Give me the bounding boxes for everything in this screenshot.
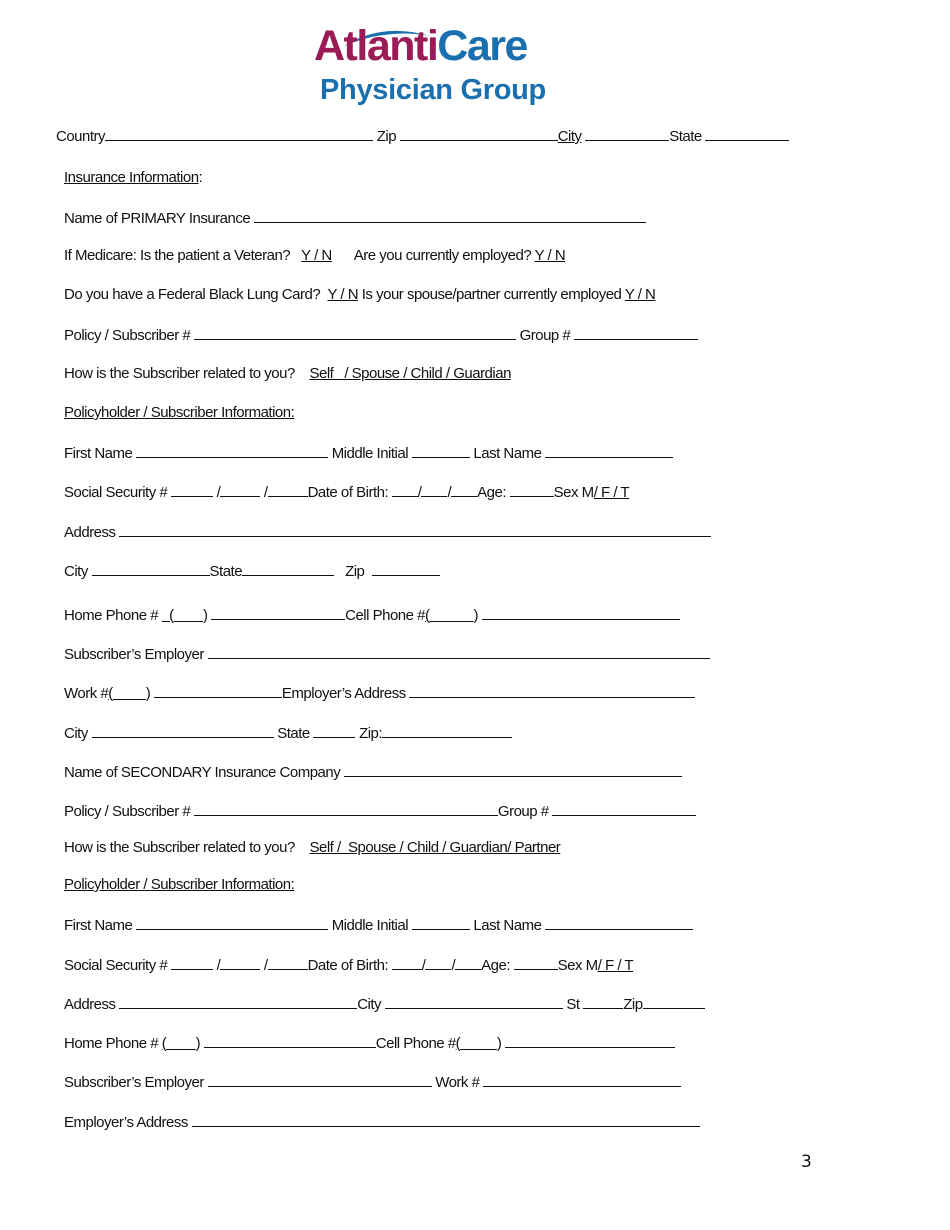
work-label: Work # xyxy=(64,685,109,702)
relation-row xyxy=(64,364,511,384)
employer-zip-field[interactable] xyxy=(382,722,512,738)
relation-options[interactable]: Self / Spouse / Child / Guardian xyxy=(309,365,511,382)
employer-address-field[interactable] xyxy=(409,682,695,698)
work-field[interactable] xyxy=(483,1071,681,1087)
relation-options[interactable]: Self / Spouse / Child / Guardian/ Partner xyxy=(309,839,561,856)
first-name-field[interactable] xyxy=(136,442,328,458)
cell-phone-label: Cell Phone # xyxy=(345,607,426,624)
last-name-field[interactable] xyxy=(545,914,693,930)
ssn-label: Social Security # xyxy=(64,484,168,501)
secondary-policy-row xyxy=(64,800,696,820)
employer-label: Subscriber’s Employer xyxy=(64,1074,204,1091)
secondary-policy-field[interactable] xyxy=(194,800,498,816)
ssn-part1-field[interactable] xyxy=(171,481,213,497)
address-label: Address xyxy=(64,996,116,1013)
employer-address-field[interactable] xyxy=(192,1111,700,1127)
state-field[interactable] xyxy=(705,125,789,141)
cell-phone-area-open xyxy=(456,1035,497,1052)
st-label: St xyxy=(566,996,580,1013)
address-line xyxy=(56,125,789,145)
employer-address-label: Employer’s Address xyxy=(281,685,406,702)
paren-close: ) xyxy=(496,1035,502,1052)
ssn-part2-field[interactable] xyxy=(220,481,260,497)
sex-options[interactable]: / F / T xyxy=(593,484,630,501)
dob-day-field[interactable] xyxy=(425,954,451,970)
work-label: Work # xyxy=(435,1074,480,1091)
first-name-label: First Name xyxy=(64,917,133,934)
work-area-open xyxy=(108,685,146,702)
last-name-field[interactable] xyxy=(545,442,673,458)
dob-slash: / xyxy=(417,484,422,501)
city-label: City xyxy=(357,996,382,1013)
address-field[interactable] xyxy=(119,993,357,1009)
age-label: Age: xyxy=(477,484,506,501)
insurance-heading-row xyxy=(64,168,202,188)
state-label: State xyxy=(209,563,243,580)
secondary-insurance-row xyxy=(64,761,682,781)
employer-label: Subscriber’s Employer xyxy=(64,646,204,663)
zip-label: Zip: xyxy=(359,725,383,742)
secondary-employer-row xyxy=(64,1071,681,1091)
city-field[interactable] xyxy=(92,560,210,576)
primary-address-row xyxy=(64,521,711,541)
zip-label: Zip xyxy=(376,128,397,145)
age-field[interactable] xyxy=(510,481,554,497)
secondary-phone-row xyxy=(64,1032,675,1052)
primary-employer-row xyxy=(64,643,710,663)
middle-initial-label: Middle Initial xyxy=(331,917,409,934)
employer-state-field[interactable] xyxy=(313,722,355,738)
paren-close: ) xyxy=(145,685,151,702)
atlanticare-logo xyxy=(314,22,594,112)
relation-question: How is the Subscriber related to you? xyxy=(64,839,295,856)
cell-phone-area-open xyxy=(425,607,474,624)
work-field[interactable] xyxy=(154,682,282,698)
address-label: Address xyxy=(64,524,116,541)
country-field[interactable] xyxy=(105,125,373,141)
secondary-insurance-label: Name of SECONDARY Insurance Company xyxy=(64,764,341,781)
age-field[interactable] xyxy=(514,954,558,970)
home-phone-label: Home Phone # xyxy=(64,607,159,624)
state-label: State xyxy=(277,725,310,742)
home-phone-area-open xyxy=(162,607,203,624)
page-number: 3 xyxy=(801,1152,812,1172)
city-field[interactable] xyxy=(585,125,669,141)
address-field[interactable] xyxy=(119,521,711,537)
city-label: City xyxy=(64,725,88,742)
city-field[interactable] xyxy=(385,993,563,1009)
primary-ssn-row xyxy=(64,481,629,501)
dob-month-field[interactable] xyxy=(392,481,418,497)
primary-city-row xyxy=(64,560,440,580)
black-lung-row xyxy=(64,285,655,305)
paren-close: ) xyxy=(473,607,479,624)
primary-employer-city-row xyxy=(64,722,512,742)
cell-phone-field[interactable] xyxy=(482,604,680,620)
primary-holder-heading-row xyxy=(64,403,294,423)
policy-label: Policy / Subscriber # xyxy=(64,327,191,344)
secondary-group-field[interactable] xyxy=(552,800,696,816)
home-phone-area-open xyxy=(162,1035,196,1052)
city-label: City xyxy=(557,128,582,145)
employer-field[interactable] xyxy=(208,643,710,659)
dob-day-field[interactable] xyxy=(421,481,447,497)
employer-field[interactable] xyxy=(208,1071,432,1087)
group-field[interactable] xyxy=(574,324,698,340)
paren-open: ( xyxy=(455,1035,461,1052)
primary-work-row xyxy=(64,682,695,702)
logo-subtitle: Physician Group xyxy=(320,74,546,106)
group-label: Group # xyxy=(519,327,571,344)
zip-field[interactable] xyxy=(372,560,440,576)
medicare-row xyxy=(64,246,565,266)
secondary-address-row xyxy=(64,993,705,1013)
city-label: City xyxy=(64,563,88,580)
primary-insurance-label: Name of PRIMARY Insurance xyxy=(64,210,251,227)
secondary-name-row xyxy=(64,914,693,934)
secondary-employer-address-row xyxy=(64,1111,700,1131)
logo-brand-part2: Care xyxy=(437,22,527,70)
employer-address-label: Employer’s Address xyxy=(64,1114,188,1131)
last-name-label: Last Name xyxy=(473,917,542,934)
policy-field[interactable] xyxy=(194,324,516,340)
middle-initial-field[interactable] xyxy=(412,914,470,930)
zip-label: Zip xyxy=(623,996,643,1013)
policy-row xyxy=(64,324,698,344)
paren-close: ) xyxy=(202,607,208,624)
veteran-options[interactable]: Y / N xyxy=(301,247,332,264)
state-field[interactable] xyxy=(242,560,334,576)
ssn-slash: / xyxy=(216,957,221,974)
paren-close: ) xyxy=(195,1035,201,1052)
zip-field[interactable] xyxy=(643,993,705,1009)
sex-label: Sex M xyxy=(553,484,594,501)
insurance-heading: Insurance Information xyxy=(64,169,199,186)
secondary-relation-row xyxy=(64,838,560,858)
primary-insurance-field[interactable] xyxy=(254,207,646,223)
medicare-veteran-question: If Medicare: Is the patient a Veteran? xyxy=(64,247,291,264)
primary-insurance-row xyxy=(64,207,646,227)
secondary-ssn-row xyxy=(64,954,633,974)
dob-label: Date of Birth: xyxy=(307,957,389,974)
ssn-slash: / xyxy=(263,957,268,974)
dob-year-field[interactable] xyxy=(451,481,477,497)
middle-initial-field[interactable] xyxy=(412,442,470,458)
employed-question: Are you currently employed? xyxy=(353,247,532,264)
primary-holder-heading: Policyholder / Subscriber Information: xyxy=(64,404,295,421)
zip-label: Zip xyxy=(345,563,365,580)
primary-phone-row xyxy=(64,604,680,624)
relation-question: How is the Subscriber related to you? xyxy=(64,365,295,382)
spouse-employed-options[interactable]: Y / N xyxy=(624,286,656,303)
dob-month-field[interactable] xyxy=(392,954,422,970)
spouse-employed-question: Is your spouse/partner currently employed xyxy=(361,286,622,303)
dob-slash: / xyxy=(421,957,426,974)
group-label: Group # xyxy=(497,803,549,820)
ssn-slash: / xyxy=(263,484,268,501)
ssn-label: Social Security # xyxy=(64,957,168,974)
middle-initial-label: Middle Initial xyxy=(331,445,409,462)
dob-label: Date of Birth: xyxy=(307,484,389,501)
cell-phone-field[interactable] xyxy=(505,1032,675,1048)
ssn-slash: / xyxy=(216,484,221,501)
logo-wordmark xyxy=(314,22,527,70)
ssn-part3-field[interactable] xyxy=(268,481,308,497)
primary-name-row xyxy=(64,442,673,462)
home-phone-field[interactable] xyxy=(211,604,345,620)
dob-slash: / xyxy=(451,957,456,974)
sex-label: Sex M xyxy=(557,957,598,974)
employer-city-field[interactable] xyxy=(92,722,274,738)
secondary-holder-heading-row xyxy=(64,875,294,895)
sex-options[interactable]: / F / T xyxy=(597,957,634,974)
zip-field[interactable] xyxy=(400,125,558,141)
secondary-insurance-field[interactable] xyxy=(344,761,682,777)
age-label: Age: xyxy=(481,957,510,974)
paren-open: ( xyxy=(108,685,113,702)
st-field[interactable] xyxy=(583,993,623,1009)
state-label: State xyxy=(669,128,702,145)
black-lung-question: Do you have a Federal Black Lung Card? xyxy=(64,286,321,303)
last-name-label: Last Name xyxy=(473,445,542,462)
cell-phone-label: Cell Phone # xyxy=(375,1035,456,1052)
first-name-field[interactable] xyxy=(136,914,328,930)
paren-open: ( xyxy=(425,607,430,624)
ssn-part2-field[interactable] xyxy=(220,954,260,970)
dob-year-field[interactable] xyxy=(455,954,481,970)
home-phone-field[interactable] xyxy=(204,1032,376,1048)
paren-open: ( xyxy=(161,1035,167,1052)
home-phone-label: Home Phone # xyxy=(64,1035,159,1052)
policy-label: Policy / Subscriber # xyxy=(64,803,191,820)
country-label: Country xyxy=(56,128,106,145)
logo-brand-part1: Atlanti xyxy=(314,22,438,70)
ssn-part3-field[interactable] xyxy=(268,954,308,970)
first-name-label: First Name xyxy=(64,445,133,462)
heading-colon: : xyxy=(198,169,203,186)
paren-open: ( xyxy=(169,607,174,624)
employed-options[interactable]: Y / N xyxy=(534,247,566,264)
black-lung-options[interactable]: Y / N xyxy=(327,286,359,303)
dob-slash: / xyxy=(447,484,452,501)
ssn-part1-field[interactable] xyxy=(171,954,213,970)
secondary-holder-heading: Policyholder / Subscriber Information: xyxy=(64,876,295,893)
